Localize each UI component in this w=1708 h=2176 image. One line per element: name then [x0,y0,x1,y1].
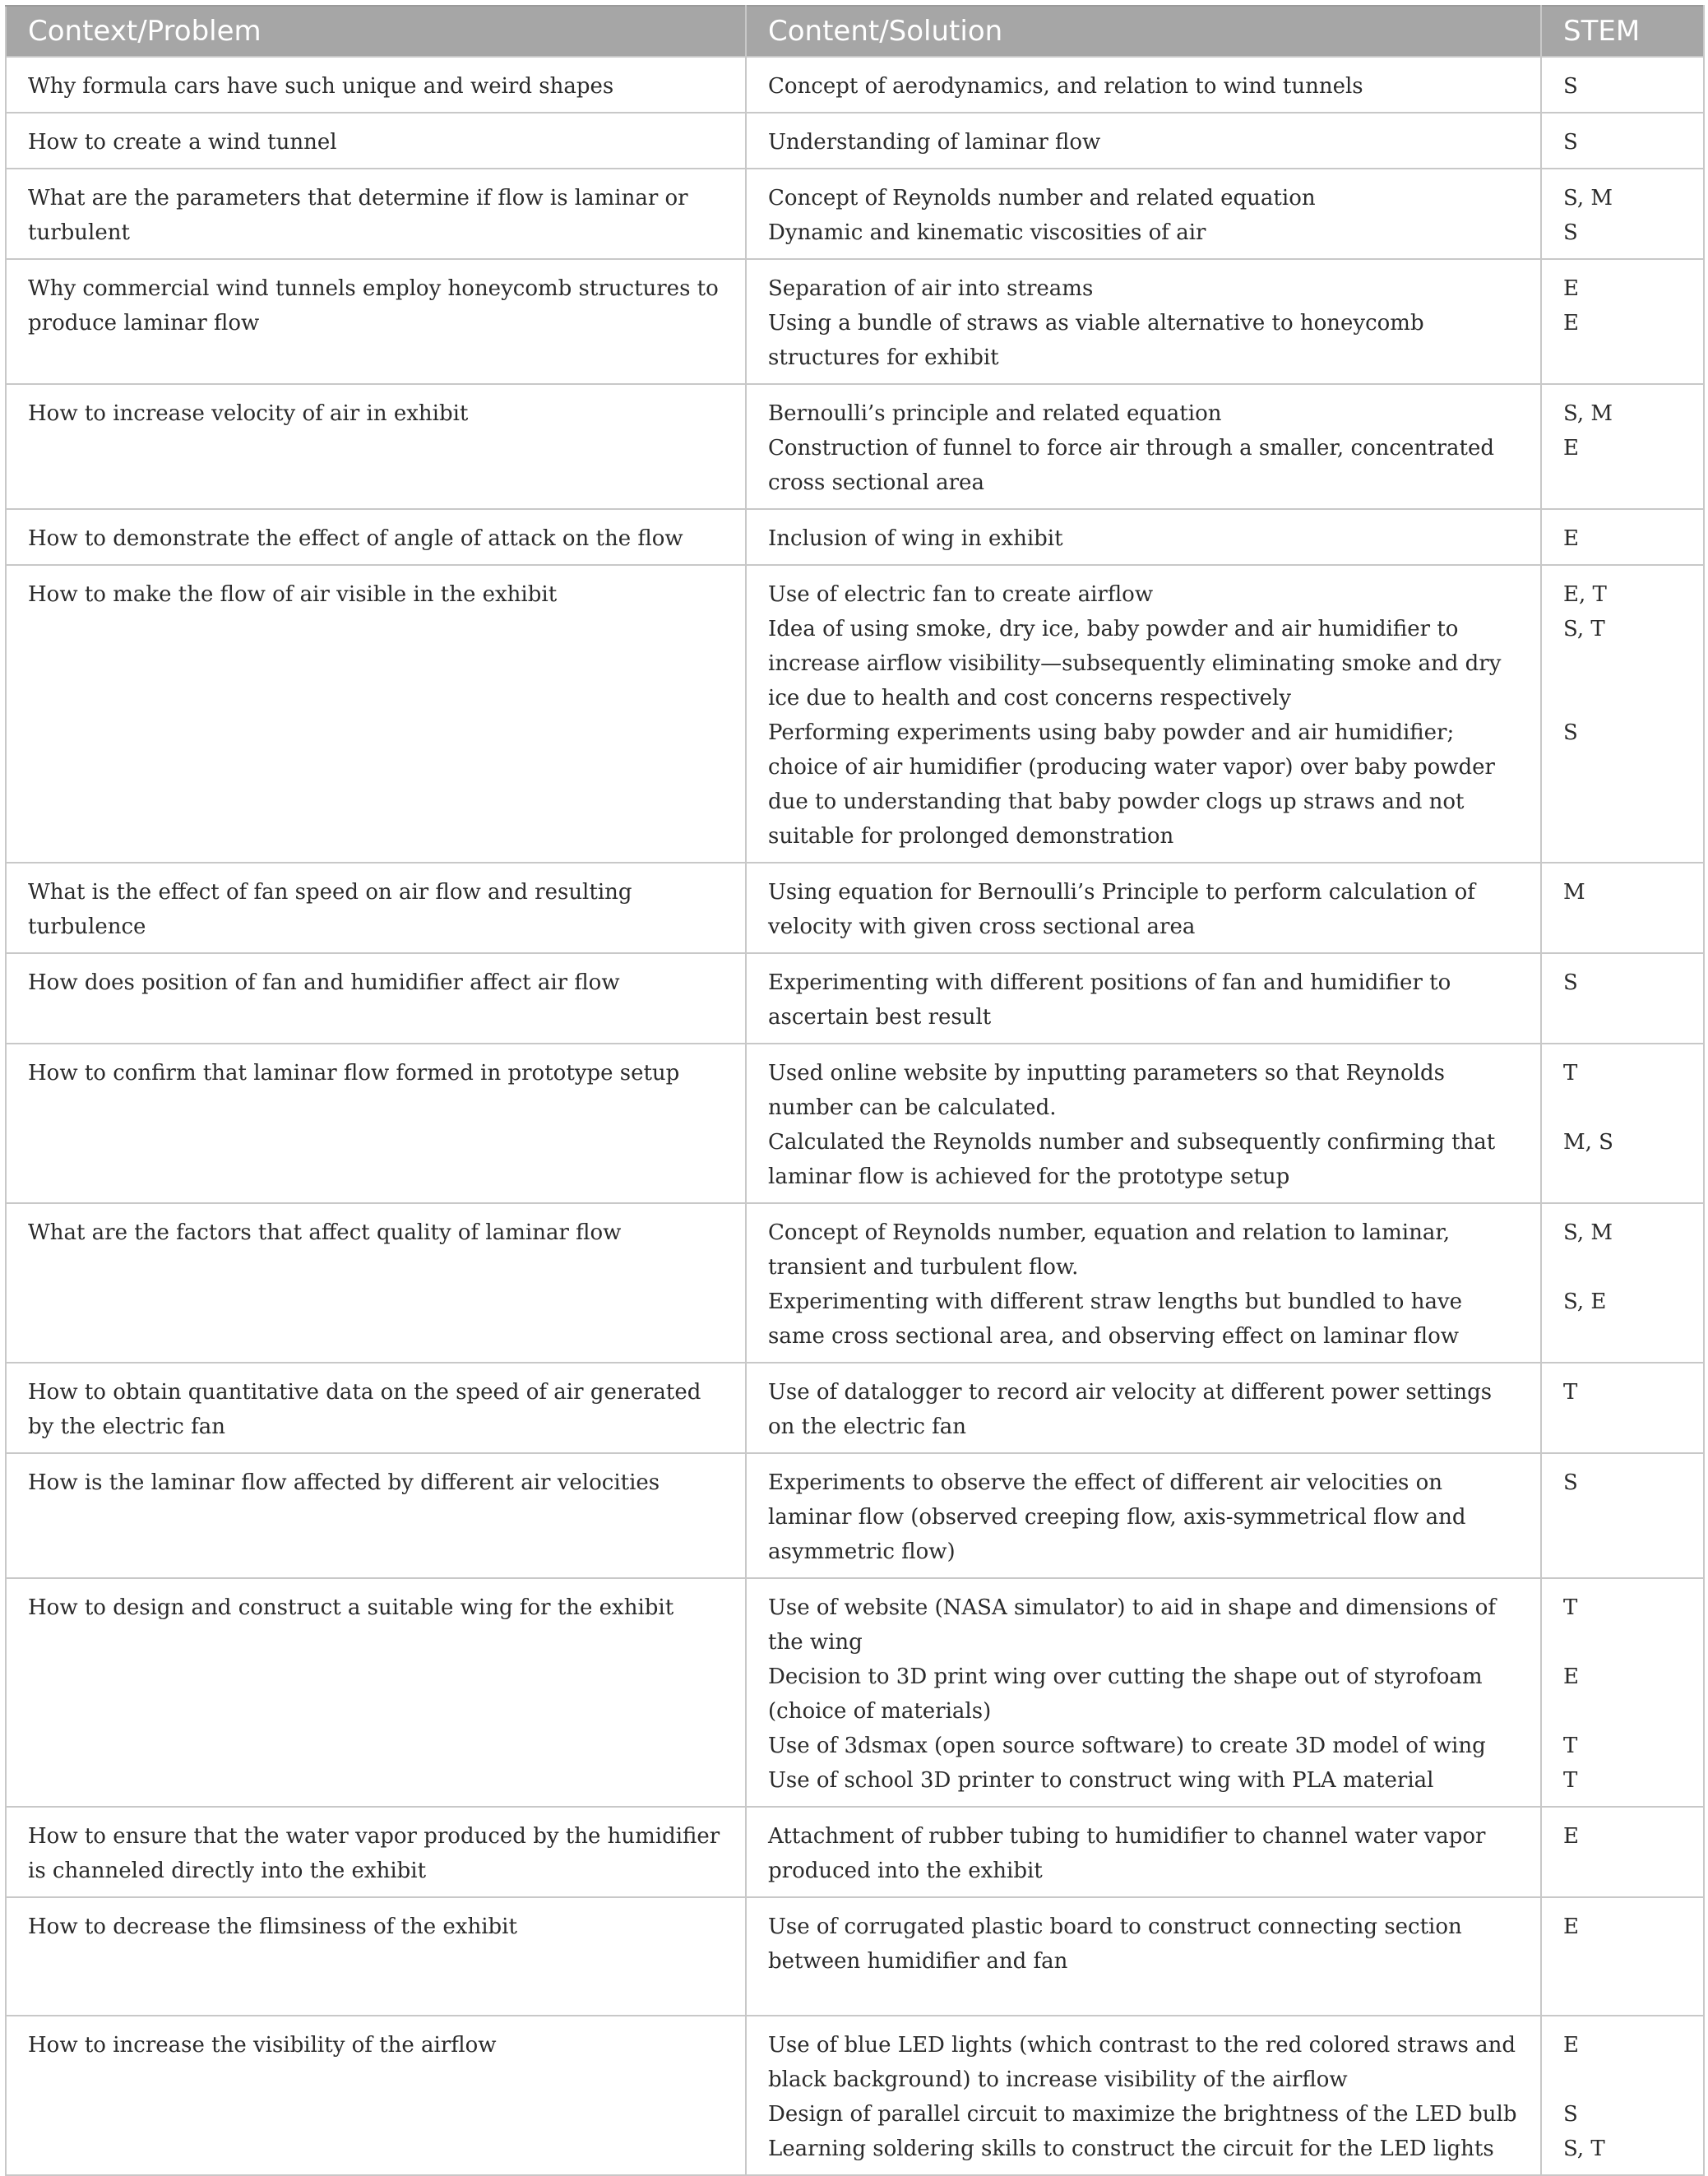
solution-cell [746,1044,1541,1203]
stem-cell [1541,1453,1704,1578]
solution-cell [746,953,1541,1044]
stem-tag: T [1563,1380,1578,1405]
problem-cell: How to make the flow of air visible in the exhibit [6,565,746,863]
table-row [6,1578,1704,1807]
stem-table [5,5,1705,2176]
stem-tag: S, E [1563,1289,1607,1314]
solution-cell [746,259,1541,384]
solution-line: Used online website by inputting parameters so that Reynolds number can be calculated. [768,1061,1445,1120]
solution-line: Design of parallel circuit to maximize the brightness of the LED bulb [768,2102,1517,2127]
solution-line: Learning soldering skills to construct the circuit for the LED lights [768,2137,1494,2161]
table-row [6,953,1704,1044]
stem-cell [1541,1363,1704,1453]
solution-cell [746,2016,1541,2175]
table-row [6,1807,1704,1897]
table-row [6,57,1704,113]
table-row [6,863,1704,953]
stem-tag: E [1563,526,1579,551]
problem-cell: What are the factors that affect quality of laminar flow [6,1203,746,1363]
solution-line: Decision to 3D print wing over cutting the shape out of styrofoam (choice of materials) [768,1664,1483,1724]
stem-cell [1541,2016,1704,2175]
stem-tag: S [1563,1470,1578,1495]
stem-cell [1541,509,1704,565]
stem-tag: S [1563,220,1578,245]
header-row [6,6,1704,57]
solution-cell [746,565,1541,863]
table-row [6,565,1704,863]
problem-cell: How to increase the visibility of the airflow [6,2016,746,2175]
solution-line: Using a bundle of straws as viable alternative to honeycomb structures for exhibit [768,311,1424,370]
solution-line: Understanding of laminar flow [768,130,1101,155]
solution-cell [746,169,1541,259]
solution-line: Use of blue LED lights (which contrast to the red colored straws and black background) to increase visibility of the airflow [768,2033,1516,2092]
stem-tag: M, S [1563,1130,1613,1155]
solution-line: Experimenting with different straw lengths but bundled to have same cross sectional area, and observing effect on laminar flow [768,1289,1463,1349]
stem-cell [1541,1044,1704,1203]
solution-line: Use of 3dsmax (open source software) to create 3D model of wing [768,1734,1486,1758]
problem-cell: How to demonstrate the effect of angle of attack on the flow [6,509,746,565]
solution-line: Concept of Reynolds number, equation and relation to laminar, transient and turbulent flow. [768,1220,1451,1280]
stem-tag: S [1563,130,1578,155]
problem-cell: How to increase velocity of air in exhibit [6,384,746,509]
solution-line: Separation of air into streams [768,276,1094,301]
stem-cell [1541,1807,1704,1897]
solution-cell [746,1453,1541,1578]
stem-tag: T [1563,1768,1578,1793]
problem-cell: How does position of fan and humidifier affect air flow [6,953,746,1044]
stem-tag: E [1563,311,1579,336]
stem-cell [1541,259,1704,384]
stem-cell [1541,863,1704,953]
solution-cell [746,1578,1541,1807]
stem-cell [1541,384,1704,509]
stem-tag: S [1563,74,1578,99]
stem-tag: S, T [1563,2137,1605,2161]
problem-cell: What is the effect of fan speed on air flow and resulting turbulence [6,863,746,953]
solution-line: Concept of Reynolds number and related equation [768,186,1316,211]
solution-cell [746,1363,1541,1453]
stem-cell [1541,953,1704,1044]
problem-cell: How to confirm that laminar flow formed in prototype setup [6,1044,746,1203]
stem-tag: E [1563,1824,1579,1849]
solution-line: Attachment of rubber tubing to humidifier to channel water vapor produced into the exhibit [768,1824,1486,1883]
stem-tag: T [1563,1734,1578,1758]
stem-cell [1541,113,1704,169]
stem-tag: E [1563,276,1579,301]
stem-tag: M [1563,880,1585,905]
solution-line: Calculated the Reynolds number and subsequently confirming that laminar flow is achieved for the prototype setup [768,1130,1496,1189]
solution-cell [746,1203,1541,1363]
solution-cell [746,1897,1541,2016]
stem-cell [1541,1203,1704,1363]
problem-cell: Why commercial wind tunnels employ honeycomb structures to produce laminar flow [6,259,746,384]
solution-line: Dynamic and kinematic viscosities of air [768,220,1206,245]
solution-line: Performing experiments using baby powder and air humidifier; choice of air humidifier (producing water vapor) over baby powder due to understanding that baby powder clogs up straws and not suitable for prolonged demonstration [768,720,1495,849]
stem-tag: T [1563,1061,1578,1086]
table-row [6,169,1704,259]
solution-cell [746,57,1541,113]
stem-cell [1541,565,1704,863]
stem-tag: E [1563,2033,1579,2058]
problem-cell: What are the parameters that determine if flow is laminar or turbulent [6,169,746,259]
solution-cell [746,509,1541,565]
table-row [6,1363,1704,1453]
problem-cell: How to ensure that the water vapor produced by the humidifier is channeled directly into the exhibit [6,1807,746,1897]
problem-cell: How to design and construct a suitable wing for the exhibit [6,1578,746,1807]
table-row [6,509,1704,565]
solution-cell [746,384,1541,509]
solution-line: Concept of aerodynamics, and relation to wind tunnels [768,74,1363,99]
header-context-problem: Context/Problem [6,6,746,57]
stem-tag: S, M [1563,186,1613,211]
header-content-solution: Content/Solution [746,6,1541,57]
solution-line: Use of website (NASA simulator) to aid in shape and dimensions of the wing [768,1595,1496,1655]
stem-tag: S, T [1563,617,1605,641]
solution-line: Idea of using smoke, dry ice, baby powder and air humidifier to increase airflow visibility—subsequently eliminating smoke and dry ice due to health and cost concerns respectively [768,617,1502,711]
solution-line: Inclusion of wing in exhibit [768,526,1063,551]
solution-line: Use of datalogger to record air velocity at different power settings on the electric fan [768,1380,1493,1439]
problem-cell: How to create a wind tunnel [6,113,746,169]
solution-cell [746,1807,1541,1897]
stem-tag: S, M [1563,401,1613,426]
stem-tag: S [1563,970,1578,995]
problem-cell: How to decrease the flimsiness of the exhibit [6,1897,746,2016]
problem-cell: How to obtain quantitative data on the speed of air generated by the electric fan [6,1363,746,1453]
solution-line: Use of school 3D printer to construct wing with PLA material [768,1768,1434,1793]
stem-tag: S, M [1563,1220,1613,1245]
stem-tag: E [1563,1664,1579,1689]
problem-cell: Why formula cars have such unique and weird shapes [6,57,746,113]
solution-line: Construction of funnel to force air through a smaller, concentrated cross sectional area [768,436,1494,495]
table-row [6,1897,1704,2016]
table-row [6,259,1704,384]
solution-line: Experiments to observe the effect of different air velocities on laminar flow (observed creeping flow, axis-symmetrical flow and asymmetric flow) [768,1470,1466,1564]
table-row [6,1044,1704,1203]
stem-cell [1541,1578,1704,1807]
header-stem: STEM [1541,6,1704,57]
stem-cell [1541,57,1704,113]
stem-tag: E [1563,436,1579,461]
stem-cell [1541,1897,1704,2016]
solution-line: Bernoulli’s principle and related equation [768,401,1222,426]
stem-tag: S [1563,720,1578,745]
stem-tag: E [1563,1914,1579,1939]
stem-tag: S [1563,2102,1578,2127]
table-row [6,1203,1704,1363]
stem-tag: T [1563,1595,1578,1620]
solution-line: Experimenting with different positions of fan and humidifier to ascertain best result [768,970,1451,1030]
table-row [6,384,1704,509]
stem-tag: E, T [1563,582,1607,607]
solution-cell [746,113,1541,169]
solution-cell [746,863,1541,953]
problem-cell: How is the laminar flow affected by different air velocities [6,1453,746,1578]
solution-line: Use of corrugated plastic board to construct connecting section between humidifier and fan [768,1914,1462,1974]
table-row [6,113,1704,169]
solution-line: Use of electric fan to create airflow [768,582,1154,607]
stem-cell [1541,169,1704,259]
table-row [6,2016,1704,2175]
table-row [6,1453,1704,1578]
solution-line: Using equation for Bernoulli’s Principle to perform calculation of velocity with given cross sectional area [768,880,1475,939]
